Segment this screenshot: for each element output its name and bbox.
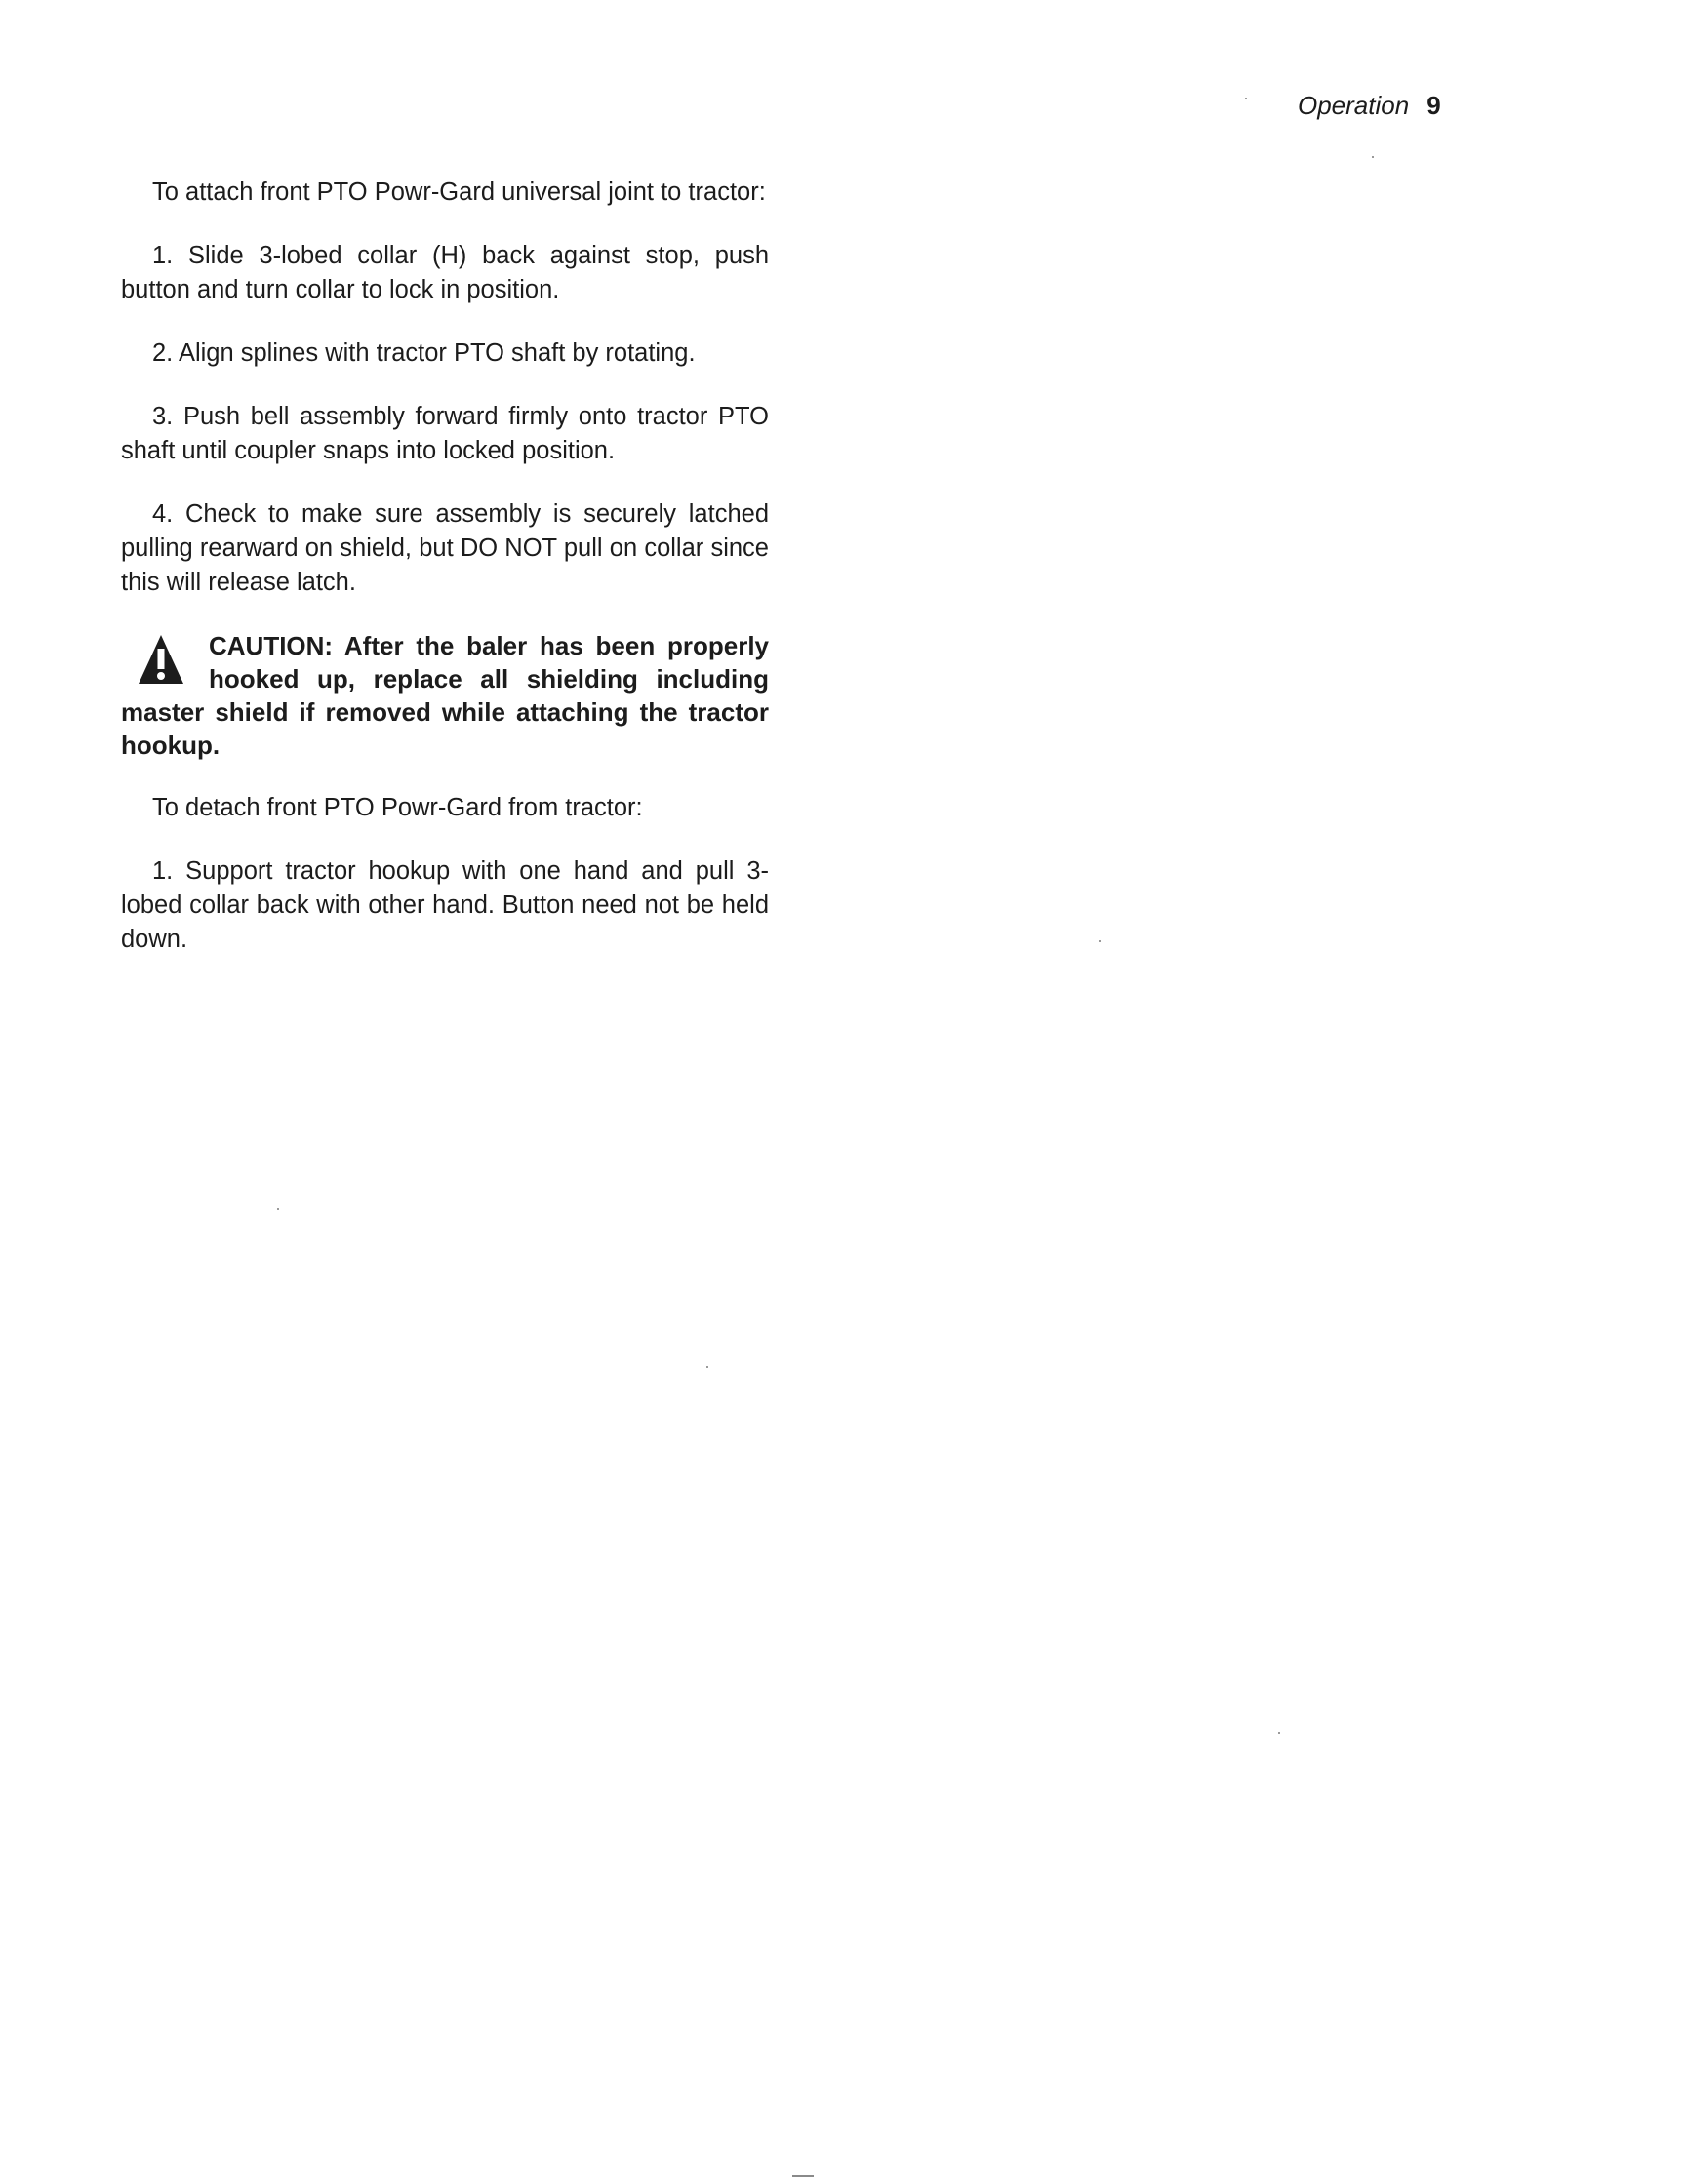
detach-intro: To detach front PTO Powr-Gard from tractor:: [152, 794, 643, 821]
warning-triangle-icon: [137, 633, 185, 688]
caution-text: CAUTION: After the baler has been properly hooked up, replace all shielding including master shield if removed while attaching the tractor hookup.: [121, 631, 769, 760]
detach-step-1: 1. Support tractor hookup with one hand and pull 3-lobed collar back with other hand. Button need not be held down.: [121, 857, 769, 953]
attach-intro: To attach front PTO Powr-Gard universal joint to tractor:: [152, 179, 766, 206]
attach-step-2: 2. Align splines with tractor PTO shaft by rotating.: [152, 339, 696, 367]
scan-speck: [1278, 1732, 1280, 1734]
scan-speck: [1245, 98, 1247, 99]
page-header: [1298, 90, 1590, 121]
caution-block: [121, 629, 769, 762]
scan-speck: [277, 1208, 279, 1210]
scan-mark: [792, 2175, 814, 2177]
scan-speck: [706, 1366, 708, 1368]
attach-step-4: 4. Check to make sure assembly is securely latched pulling rearward on shield, but DO NOT pull on collar since this will release latch.: [121, 500, 769, 596]
attach-step-3: 3. Push bell assembly forward firmly onto tractor PTO shaft until coupler snaps into locked position.: [121, 403, 769, 464]
attach-step-1: 1. Slide 3-lobed collar (H) back against stop, push button and turn collar to lock in position.: [121, 242, 769, 303]
section-title: Operation: [1298, 91, 1410, 120]
page-number: 9: [1426, 91, 1441, 120]
scan-speck: [1372, 156, 1374, 158]
main-text-column: [121, 176, 769, 986]
scan-speck: [1099, 940, 1101, 942]
